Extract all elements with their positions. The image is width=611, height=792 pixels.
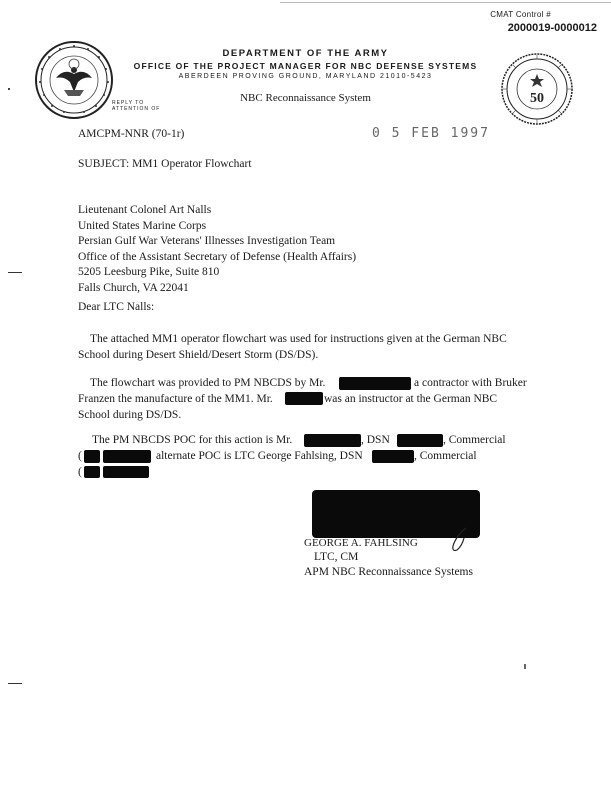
paragraph-3-line-1b: , DSN — [361, 434, 390, 446]
control-number: 2000019-0000012 — [507, 22, 597, 34]
subject-text: MM1 Operator Flowchart — [132, 158, 252, 170]
paragraph-1-line-1: The attached MM1 operator flowchart was used for instructions given at the German NBC — [90, 333, 507, 345]
redaction-bar — [339, 377, 411, 390]
redaction-bar — [304, 434, 361, 447]
signer-name: GEORGE A. FAHLSING — [304, 537, 418, 549]
letterhead-office: OFFICE OF THE PROJECT MANAGER FOR NBC DEFENSE SYSTEMS — [133, 61, 478, 71]
address-line: 5205 Leesburg Pike, Suite 810 — [78, 266, 220, 279]
scan-speck — [8, 88, 10, 90]
date-stamp: 0 5 FEB 1997 — [372, 126, 490, 141]
paragraph-3-line-3a: ( — [78, 466, 82, 478]
signer-rank: LTC, CM — [314, 551, 359, 563]
paragraph-3-line-2c: , Commercial — [414, 450, 477, 462]
subject-label: SUBJECT: — [78, 158, 130, 170]
redaction-bar — [103, 466, 149, 478]
margin-mark — [8, 272, 22, 273]
signer-title: APM NBC Reconnaissance Systems — [304, 566, 473, 578]
control-label: CMAT Control # — [490, 10, 551, 19]
letterhead-department: DEPARTMENT OF THE ARMY — [222, 48, 389, 59]
paragraph-2-line-2a: Franzen the manufacture of the MM1. Mr. — [78, 393, 273, 405]
reply-to-label — [112, 100, 160, 112]
redaction-bar — [84, 466, 100, 478]
office-symbol: AMCPM-NNR (70-1r) — [78, 128, 185, 140]
reply-to-line1: REPLY TO — [112, 100, 145, 106]
paragraph-3-line-2a: ( — [78, 450, 82, 462]
reply-to-line2: ATTENTION OF — [112, 106, 161, 112]
redaction-bar — [84, 450, 100, 463]
address-line: Persian Gulf War Veterans' Illnesses Investigation Team — [78, 235, 336, 248]
signature-scribble — [448, 526, 472, 556]
margin-mark — [8, 683, 22, 684]
address-line: United States Marine Corps — [78, 219, 207, 232]
redaction-bar — [285, 392, 323, 405]
paragraph-2-line-1a: The flowchart was provided to PM NBCDS by Mr. — [90, 377, 326, 389]
paragraph-2-line-1b: a contractor with Bruker — [414, 377, 527, 389]
redaction-bar — [372, 450, 414, 463]
seal-number: 50 — [530, 91, 544, 106]
paragraph-3-line-1a: The PM NBCDS POC for this action is Mr. — [92, 434, 293, 446]
paragraph-3-line-1c: , Commercial — [443, 434, 506, 446]
address-block — [78, 203, 356, 297]
redaction-bar — [397, 434, 443, 447]
letterhead-address: ABERDEEN PROVING GROUND, MARYLAND 21010-5423 — [178, 73, 433, 80]
redaction-bar — [103, 450, 151, 463]
paragraph-1-line-2: School during Desert Shield/Desert Storm (DS/DS). — [78, 349, 319, 361]
scan-speck — [524, 664, 526, 669]
address-line: Falls Church, VA 22041 — [78, 281, 189, 294]
top-edge-line — [280, 2, 611, 3]
subject-line — [78, 158, 252, 170]
letterhead-system: NBC Reconnaissance System — [240, 92, 371, 104]
paragraph-2-line-3: School during DS/DS. — [78, 409, 182, 421]
salutation: Dear LTC Nalls: — [78, 301, 155, 313]
paragraph-2-line-2b: was an instructor at the German NBC — [324, 393, 498, 405]
address-line: Office of the Assistant Secretary of Defense (Health Affairs) — [78, 250, 357, 263]
address-line: Lieutenant Colonel Art Nalls — [78, 204, 212, 216]
paragraph-3-line-2b: alternate POC is LTC George Fahlsing, DSN — [156, 450, 363, 462]
